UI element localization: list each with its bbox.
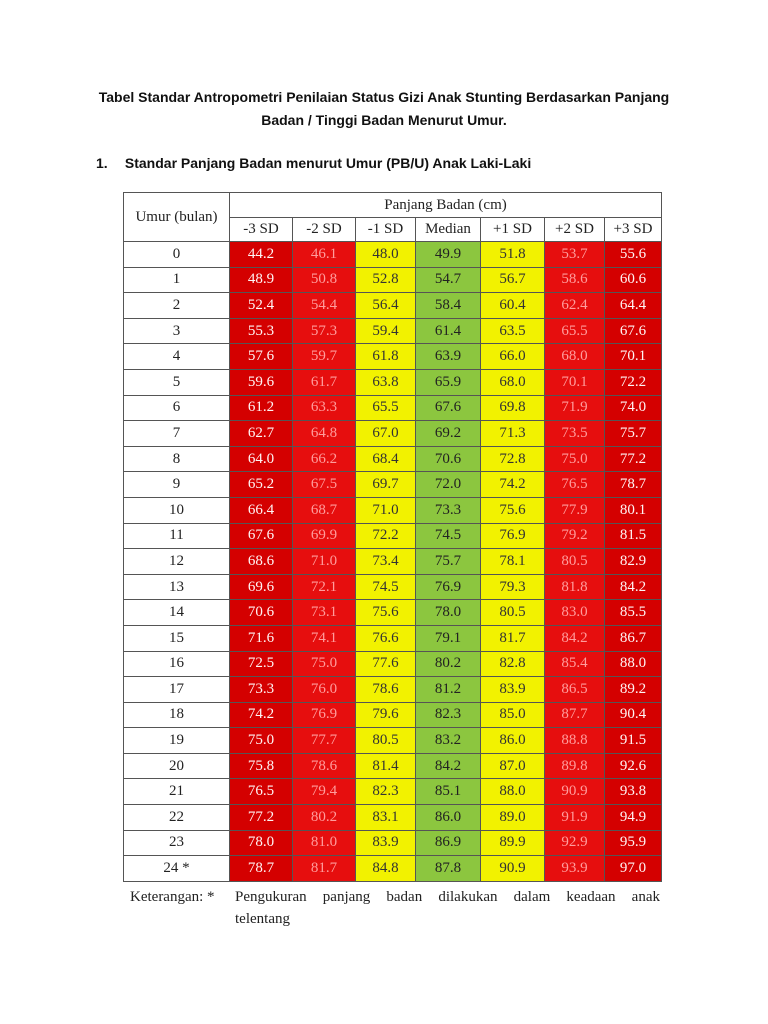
value-cell: 94.9	[605, 805, 662, 831]
value-cell: 55.6	[605, 242, 662, 268]
age-cell: 19	[124, 728, 230, 754]
value-cell: 93.8	[605, 779, 662, 805]
age-cell: 3	[124, 318, 230, 344]
value-cell: 80.5	[545, 549, 605, 575]
value-cell: 65.2	[230, 472, 293, 498]
value-cell: 81.7	[293, 856, 356, 882]
value-cell: 67.0	[356, 421, 416, 447]
value-cell: 71.0	[293, 549, 356, 575]
value-cell: 75.0	[293, 651, 356, 677]
value-cell: 74.1	[293, 625, 356, 651]
value-cell: 86.0	[416, 805, 481, 831]
value-cell: 71.9	[545, 395, 605, 421]
value-cell: 79.4	[293, 779, 356, 805]
value-cell: 51.8	[481, 242, 545, 268]
table-row	[124, 242, 662, 268]
value-cell: 91.9	[545, 805, 605, 831]
value-cell: 64.4	[605, 293, 662, 319]
age-cell: 15	[124, 625, 230, 651]
table-row	[124, 677, 662, 703]
value-cell: 84.2	[605, 574, 662, 600]
table-row	[124, 267, 662, 293]
value-cell: 65.5	[356, 395, 416, 421]
value-cell: 62.4	[545, 293, 605, 319]
value-cell: 81.5	[605, 523, 662, 549]
value-cell: 53.7	[545, 242, 605, 268]
value-cell: 76.9	[293, 702, 356, 728]
value-cell: 56.4	[356, 293, 416, 319]
footnote-label: Keterangan: *	[130, 889, 215, 905]
title-line-1: Tabel Standar Antropometri Penilaian Status Gizi Anak Stunting Berdasarkan Panjang	[98, 89, 670, 105]
value-cell: 61.2	[230, 395, 293, 421]
value-cell: 63.5	[481, 318, 545, 344]
value-cell: 72.2	[605, 369, 662, 395]
value-cell: 52.8	[356, 267, 416, 293]
value-cell: 68.4	[356, 446, 416, 472]
value-cell: 78.7	[605, 472, 662, 498]
value-cell: 78.6	[293, 753, 356, 779]
value-cell: 76.0	[293, 677, 356, 703]
value-cell: 68.0	[481, 369, 545, 395]
value-cell: 89.2	[605, 677, 662, 703]
value-cell: 79.3	[481, 574, 545, 600]
value-cell: 59.4	[356, 318, 416, 344]
age-cell: 7	[124, 421, 230, 447]
length-group-header: Panjang Badan (cm)	[230, 193, 662, 218]
column-header: -2 SD	[293, 218, 356, 242]
value-cell: 69.2	[416, 421, 481, 447]
section-title: Standar Panjang Badan menurut Umur (PB/U) Anak Laki-Laki	[124, 155, 532, 171]
value-cell: 81.0	[293, 830, 356, 856]
value-cell: 57.3	[293, 318, 356, 344]
value-cell: 77.7	[293, 728, 356, 754]
column-header: Median	[416, 218, 481, 242]
value-cell: 93.9	[545, 856, 605, 882]
column-header: -1 SD	[356, 218, 416, 242]
value-cell: 69.9	[293, 523, 356, 549]
value-cell: 67.6	[605, 318, 662, 344]
value-cell: 70.6	[416, 446, 481, 472]
table-row	[124, 395, 662, 421]
value-cell: 75.8	[230, 753, 293, 779]
value-cell: 77.2	[605, 446, 662, 472]
value-cell: 48.9	[230, 267, 293, 293]
value-cell: 78.1	[481, 549, 545, 575]
age-cell: 24 *	[124, 856, 230, 882]
value-cell: 62.7	[230, 421, 293, 447]
column-header: +1 SD	[481, 218, 545, 242]
footnote-text-line-1: Pengukuran panjang badan dilakukan dalam keadaan anak	[235, 889, 660, 905]
value-cell: 74.0	[605, 395, 662, 421]
value-cell: 73.4	[356, 549, 416, 575]
value-cell: 88.0	[481, 779, 545, 805]
value-cell: 83.0	[545, 600, 605, 626]
value-cell: 81.4	[356, 753, 416, 779]
value-cell: 46.1	[293, 242, 356, 268]
value-cell: 75.6	[481, 497, 545, 523]
value-cell: 75.7	[605, 421, 662, 447]
table-row	[124, 830, 662, 856]
footnote-text-line-2: telentang	[235, 911, 290, 927]
title-line-2: Badan / Tinggi Badan Menurut Umur.	[261, 112, 507, 128]
value-cell: 84.2	[416, 753, 481, 779]
value-cell: 79.2	[545, 523, 605, 549]
table-row	[124, 549, 662, 575]
age-cell: 16	[124, 651, 230, 677]
value-cell: 89.0	[481, 805, 545, 831]
value-cell: 86.9	[416, 830, 481, 856]
value-cell: 77.9	[545, 497, 605, 523]
value-cell: 76.6	[356, 625, 416, 651]
value-cell: 88.8	[545, 728, 605, 754]
age-cell: 8	[124, 446, 230, 472]
age-cell: 1	[124, 267, 230, 293]
value-cell: 85.1	[416, 779, 481, 805]
value-cell: 87.7	[545, 702, 605, 728]
footnote	[130, 886, 662, 930]
value-cell: 78.0	[416, 600, 481, 626]
table-row	[124, 293, 662, 319]
table-row	[124, 421, 662, 447]
value-cell: 81.7	[481, 625, 545, 651]
table-row	[124, 523, 662, 549]
value-cell: 70.1	[545, 369, 605, 395]
value-cell: 80.2	[293, 805, 356, 831]
column-header: +2 SD	[545, 218, 605, 242]
value-cell: 76.9	[416, 574, 481, 600]
value-cell: 59.7	[293, 344, 356, 370]
value-cell: 89.8	[545, 753, 605, 779]
value-cell: 67.5	[293, 472, 356, 498]
value-cell: 82.3	[416, 702, 481, 728]
age-cell: 4	[124, 344, 230, 370]
value-cell: 80.1	[605, 497, 662, 523]
value-cell: 68.6	[230, 549, 293, 575]
value-cell: 67.6	[230, 523, 293, 549]
value-cell: 84.8	[356, 856, 416, 882]
document-title	[60, 86, 708, 132]
value-cell: 72.2	[356, 523, 416, 549]
value-cell: 79.6	[356, 702, 416, 728]
value-cell: 65.5	[545, 318, 605, 344]
value-cell: 78.0	[230, 830, 293, 856]
age-cell: 23	[124, 830, 230, 856]
value-cell: 73.5	[545, 421, 605, 447]
value-cell: 82.3	[356, 779, 416, 805]
age-cell: 20	[124, 753, 230, 779]
value-cell: 69.8	[481, 395, 545, 421]
value-cell: 50.8	[293, 267, 356, 293]
value-cell: 85.4	[545, 651, 605, 677]
value-cell: 75.7	[416, 549, 481, 575]
value-cell: 71.3	[481, 421, 545, 447]
value-cell: 65.9	[416, 369, 481, 395]
value-cell: 75.6	[356, 600, 416, 626]
table-row	[124, 753, 662, 779]
value-cell: 52.4	[230, 293, 293, 319]
value-cell: 70.6	[230, 600, 293, 626]
value-cell: 86.5	[545, 677, 605, 703]
value-cell: 74.5	[356, 574, 416, 600]
value-cell: 44.2	[230, 242, 293, 268]
value-cell: 92.9	[545, 830, 605, 856]
value-cell: 81.8	[545, 574, 605, 600]
age-header: Umur (bulan)	[124, 193, 230, 242]
value-cell: 90.4	[605, 702, 662, 728]
table-row	[124, 651, 662, 677]
age-cell: 17	[124, 677, 230, 703]
value-cell: 95.9	[605, 830, 662, 856]
table-row	[124, 446, 662, 472]
section-number: 1.	[96, 155, 108, 171]
age-cell: 13	[124, 574, 230, 600]
value-cell: 87.0	[481, 753, 545, 779]
age-cell: 14	[124, 600, 230, 626]
value-cell: 61.4	[416, 318, 481, 344]
age-cell: 22	[124, 805, 230, 831]
value-cell: 67.6	[416, 395, 481, 421]
table-row	[124, 600, 662, 626]
value-cell: 90.9	[545, 779, 605, 805]
value-cell: 58.4	[416, 293, 481, 319]
age-cell: 0	[124, 242, 230, 268]
value-cell: 64.0	[230, 446, 293, 472]
value-cell: 72.8	[481, 446, 545, 472]
value-cell: 83.9	[356, 830, 416, 856]
value-cell: 66.4	[230, 497, 293, 523]
value-cell: 83.1	[356, 805, 416, 831]
value-cell: 58.6	[545, 267, 605, 293]
value-cell: 63.8	[356, 369, 416, 395]
value-cell: 55.3	[230, 318, 293, 344]
value-cell: 80.5	[356, 728, 416, 754]
value-cell: 66.0	[481, 344, 545, 370]
value-cell: 87.8	[416, 856, 481, 882]
value-cell: 86.7	[605, 625, 662, 651]
age-cell: 6	[124, 395, 230, 421]
age-cell: 9	[124, 472, 230, 498]
value-cell: 71.6	[230, 625, 293, 651]
table-row	[124, 344, 662, 370]
value-cell: 78.6	[356, 677, 416, 703]
value-cell: 66.2	[293, 446, 356, 472]
column-header: -3 SD	[230, 218, 293, 242]
value-cell: 85.0	[481, 702, 545, 728]
value-cell: 72.5	[230, 651, 293, 677]
value-cell: 92.6	[605, 753, 662, 779]
value-cell: 63.9	[416, 344, 481, 370]
value-cell: 80.5	[481, 600, 545, 626]
value-cell: 84.2	[545, 625, 605, 651]
value-cell: 91.5	[605, 728, 662, 754]
age-cell: 5	[124, 369, 230, 395]
value-cell: 57.6	[230, 344, 293, 370]
value-cell: 85.5	[605, 600, 662, 626]
table-row	[124, 779, 662, 805]
section-heading	[96, 155, 531, 171]
value-cell: 80.2	[416, 651, 481, 677]
table-row	[124, 856, 662, 882]
value-cell: 69.7	[356, 472, 416, 498]
value-cell: 61.7	[293, 369, 356, 395]
value-cell: 88.0	[605, 651, 662, 677]
value-cell: 73.3	[416, 497, 481, 523]
value-cell: 78.7	[230, 856, 293, 882]
value-cell: 89.9	[481, 830, 545, 856]
value-cell: 64.8	[293, 421, 356, 447]
age-cell: 11	[124, 523, 230, 549]
value-cell: 97.0	[605, 856, 662, 882]
value-cell: 83.9	[481, 677, 545, 703]
age-cell: 2	[124, 293, 230, 319]
value-cell: 74.5	[416, 523, 481, 549]
value-cell: 82.8	[481, 651, 545, 677]
table-row	[124, 497, 662, 523]
age-cell: 18	[124, 702, 230, 728]
value-cell: 76.5	[230, 779, 293, 805]
value-cell: 75.0	[545, 446, 605, 472]
value-cell: 79.1	[416, 625, 481, 651]
value-cell: 59.6	[230, 369, 293, 395]
anthropometric-standard-table	[123, 192, 662, 882]
value-cell: 54.7	[416, 267, 481, 293]
table-row	[124, 472, 662, 498]
value-cell: 90.9	[481, 856, 545, 882]
table-row	[124, 702, 662, 728]
value-cell: 48.0	[356, 242, 416, 268]
value-cell: 54.4	[293, 293, 356, 319]
value-cell: 77.6	[356, 651, 416, 677]
value-cell: 70.1	[605, 344, 662, 370]
value-cell: 73.1	[293, 600, 356, 626]
value-cell: 86.0	[481, 728, 545, 754]
value-cell: 75.0	[230, 728, 293, 754]
table-row	[124, 318, 662, 344]
table-row	[124, 625, 662, 651]
value-cell: 73.3	[230, 677, 293, 703]
value-cell: 63.3	[293, 395, 356, 421]
value-cell: 61.8	[356, 344, 416, 370]
value-cell: 83.2	[416, 728, 481, 754]
value-cell: 72.0	[416, 472, 481, 498]
value-cell: 56.7	[481, 267, 545, 293]
table-row	[124, 369, 662, 395]
value-cell: 72.1	[293, 574, 356, 600]
age-cell: 10	[124, 497, 230, 523]
value-cell: 77.2	[230, 805, 293, 831]
value-cell: 60.4	[481, 293, 545, 319]
value-cell: 68.7	[293, 497, 356, 523]
value-cell: 68.0	[545, 344, 605, 370]
age-cell: 21	[124, 779, 230, 805]
table-row	[124, 728, 662, 754]
age-cell: 12	[124, 549, 230, 575]
value-cell: 74.2	[481, 472, 545, 498]
table-row	[124, 805, 662, 831]
table-row	[124, 574, 662, 600]
value-cell: 81.2	[416, 677, 481, 703]
value-cell: 74.2	[230, 702, 293, 728]
value-cell: 82.9	[605, 549, 662, 575]
column-header: +3 SD	[605, 218, 662, 242]
value-cell: 71.0	[356, 497, 416, 523]
value-cell: 60.6	[605, 267, 662, 293]
value-cell: 49.9	[416, 242, 481, 268]
value-cell: 76.9	[481, 523, 545, 549]
value-cell: 76.5	[545, 472, 605, 498]
value-cell: 69.6	[230, 574, 293, 600]
